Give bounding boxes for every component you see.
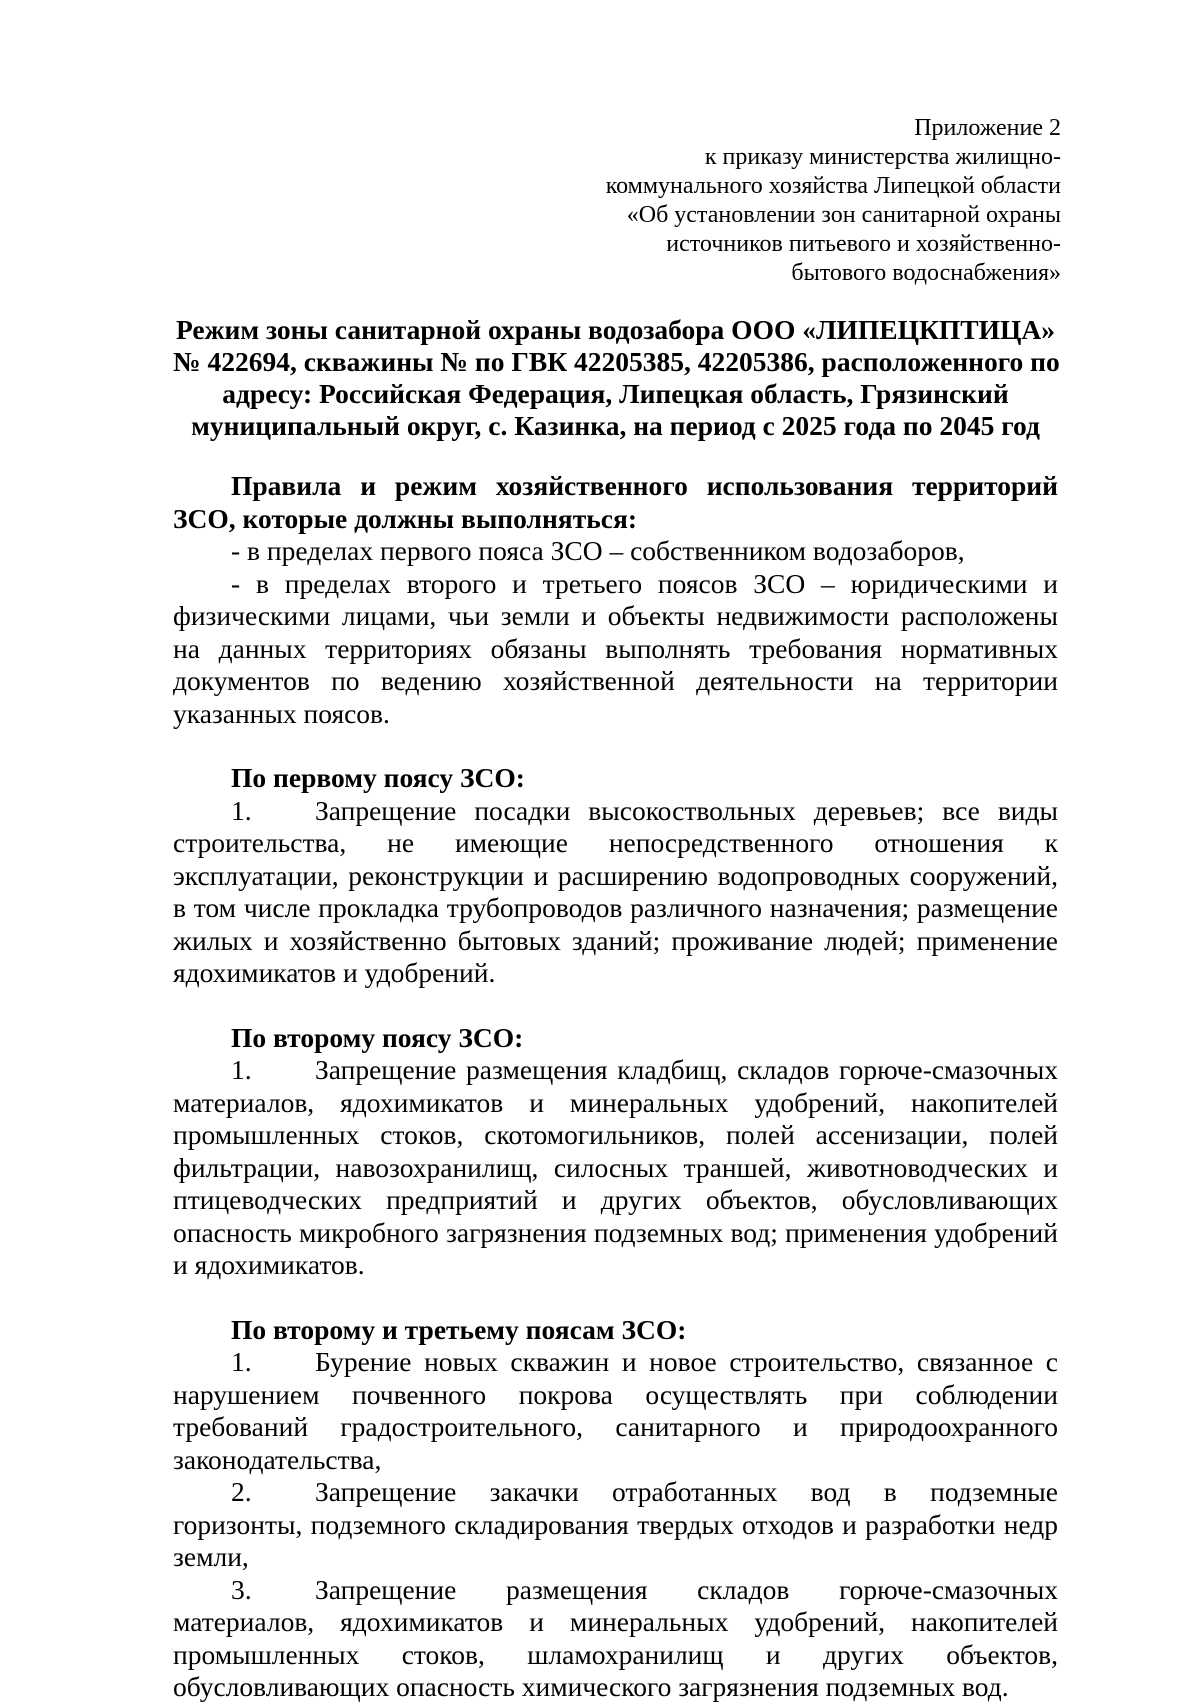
second-third-belt-heading: По второму и третьему поясам ЗСО:	[231, 1313, 687, 1345]
document-title	[173, 314, 1058, 442]
first-belt-item	[173, 795, 1058, 990]
second-belt-item	[173, 1054, 1058, 1282]
second-third-belt-item	[173, 1574, 1058, 1704]
attachment-line: бытового водоснабжения»	[791, 260, 1061, 286]
document-body	[173, 470, 1058, 1704]
item-text: Бурение новых скважин и новое строительство, связанное с нарушением почвенного покрова осуществлять при соблюдении требований градостроительного, санитарного и природоохранного законодательства,	[173, 1346, 1058, 1475]
attachment-note	[173, 114, 1061, 288]
attachment-line: Приложение 2	[914, 115, 1061, 141]
attachment-line: к приказу министерства жилищно-	[704, 144, 1061, 170]
second-third-belt-item	[173, 1476, 1058, 1574]
item-text: Запрещение размещения складов горюче-смазочных материалов, ядохимикатов и минеральных удобрений, накопителей промышленных стоков, шламохранилищ и других объектов, обусловливающих опасность химического загрязнения подземных вод.	[173, 1573, 1058, 1702]
item-number: 2.	[231, 1476, 252, 1507]
item-number: 1.	[231, 794, 252, 826]
second-third-belt-item	[173, 1346, 1058, 1476]
attachment-line: «Об установлении зон санитарной охраны	[626, 202, 1061, 228]
title-line: муниципальный округ, с. Казинка, на период с 2025 года по 2045 год	[191, 410, 1040, 441]
item-text: Запрещение размещения кладбищ, складов горюче-смазочных материалов, ядохимикатов и минеральных удобрений, накопителей промышленных стоков, скотомогильников, полей ассенизации, полей фильтрации, навозохранилищ, силосных траншей, животноводческих и птицеводческих предприятий и других объектов, обусловливающих опасность микробного загрязнения подземных вод; применения удобрений и ядохимикатов.	[173, 1054, 1058, 1280]
rules-heading: Правила и режим хозяйственного использования территорий ЗСО, которые должны выполняться:	[173, 470, 1058, 534]
item-number: 3.	[231, 1573, 252, 1605]
first-belt-heading: По первому поясу ЗСО:	[231, 762, 525, 793]
second-belt-heading: По второму поясу ЗСО:	[231, 1021, 524, 1053]
item-number: 1.	[231, 1346, 252, 1377]
rules-paragraph: - в пределах первого пояса ЗСО – собственником водозаборов,	[231, 535, 965, 566]
attachment-line: источников питьевого и хозяйственно-	[666, 231, 1061, 257]
title-line: № 422694, скважины № по ГВК 42205385, 42205386, расположенного по	[173, 346, 1060, 377]
attachment-line: коммунального хозяйства Липецкой области	[605, 173, 1061, 199]
rules-paragraph: - в пределах второго и третьего поясов ЗСО – юридическими и физическими лицами, чьи земли и объекты недвижимости расположены на данных территориях обязаны выполнять требования нормативных документов по ведению хозяйственной деятельности на территории указанных поясов.	[173, 567, 1058, 729]
item-text: Запрещение посадки высокоствольных деревьев; все виды строительства, не имеющие непосредственного отношения к эксплуатации, реконструкции и расширению водопроводных сооружений, в том числе прокладка трубопроводов различного назначения; размещение жилых и хозяйственно бытовых зданий; проживание людей; применение ядохимикатов и удобрений.	[173, 794, 1058, 988]
title-line: Режим зоны санитарной охраны водозабора ООО «ЛИПЕЦКПТИЦА»	[175, 314, 1056, 345]
item-text: Запрещение закачки отработанных вод в подземные горизонты, подземного складирования твердых отходов и разработки недр земли,	[173, 1476, 1058, 1572]
title-line: адресу: Российская Федерация, Липецкая область, Грязинский	[222, 378, 1009, 409]
item-number: 1.	[231, 1054, 252, 1085]
